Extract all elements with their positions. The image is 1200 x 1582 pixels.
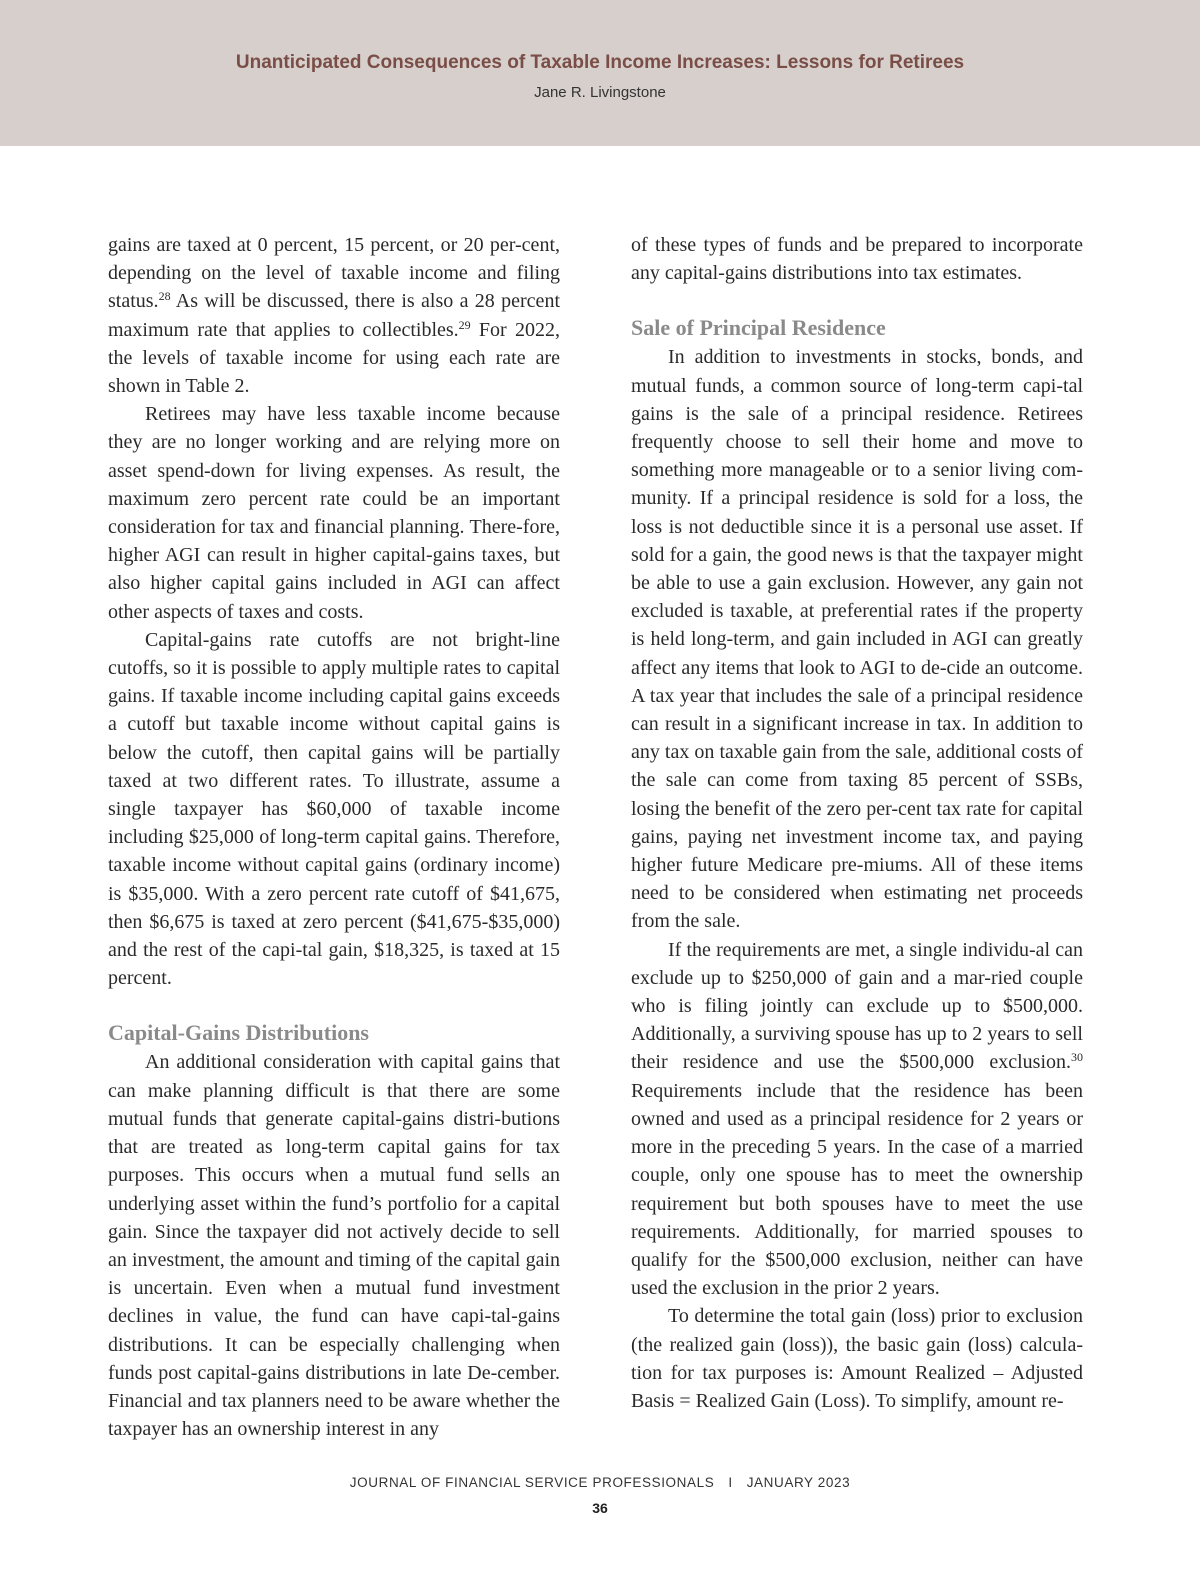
paragraph: gains are taxed at 0 percent, 15 percent, or 20 per-cent, depending on the level of taxable income and filing status.$^{28}$ As will be discussed, there is also a 28 percent maximum rate that applies to collectibles.$^{29}$ For 2022, the levels of taxable income for using each rate are shown in Table 2. — [108, 234, 560, 398]
paragraph: If the requirements are met, a single individu-al can exclude up to $250,000 of gain and a mar-ried couple who is filing jointly can exclude up to $500,000. Additionally, a surviving spouse has up to 2 years to sell their residence and use the $500,000 exclusion.$^{30}$ Requirements include that the residence has been owned and used as a principal residence for 2 years or more in the preceding 5 years. In the case of a married couple, only one spouse has to meet the ownership requirement but both spouses have to meet the use requirements. Additionally, for married spouses to qualify for the $500,000 exclusion, neither can have used the exclusion in the prior 2 years. — [631, 938, 1083, 1300]
paragraph: An additional consideration with capital gains that can make planning difficult is that there are some mutual funds that generate capital-gains distri-butions that are treated as long-term capital gains for tax purposes. This occurs when a mutual fund sells an underlying asset within the fund’s portfolio for a capital gain. Since the taxpayer did not actively decide to sell an investment, the amount and timing of the capital gain is uncertain. Even when a mutual fund investment declines in value, the fund can have capi-tal-gains distributions. It can be especially challenging when funds post capital-gains distributions in late De-cember. Financial and tax planners need to be aware whether the taxpayer has an ownership interest in any — [108, 1051, 560, 1441]
paragraph: To determine the total gain (loss) prior to exclusion (the realized gain (loss)), the basic gain (loss) calcula-tion for tax purposes is: Amount Realized – Adjusted Basis = Realized Gain (Loss). To simplify, amount re- — [631, 1305, 1083, 1412]
footnote-ref[interactable]: 29 — [458, 317, 471, 332]
running-header — [0, 0, 1200, 146]
right-column — [631, 231, 1083, 1415]
paragraph: Capital-gains rate cutoffs are not bright-line cutoffs, so it is possible to apply multiple rates to capital gains. If taxable income including capital gains exceeds a cutoff but taxable income without capital gains is below the cutoff, then capital gains will be partially taxed at two different rates. To illustrate, assume a single taxpayer has $60,000 of taxable income including $25,000 of long-term capital gains. Therefore, taxable income without capital gains (ordinary income) is $35,000. With a zero percent rate cutoff of $41,675, then $6,675 is taxed at zero percent ($41,675-$35,000) and the rest of the capi-tal gain, $18,325, is taxed at 15 percent. — [108, 628, 560, 990]
page-number: 36 — [592, 1500, 608, 1516]
issue-date: JANUARY 2023 — [746, 1475, 851, 1490]
journal-footer — [0, 1475, 1200, 1490]
journal-name: JOURNAL OF FINANCIAL SERVICE PROFESSIONALS — [349, 1475, 715, 1490]
paragraph: Retirees may have less taxable income because they are no longer working and are relying more on asset spend-down for living expenses. As result, the maximum zero percent rate could be an important consideration for tax and financial planning. There-fore, higher AGI can result in higher capital-gains taxes, but also higher capital gains included in AGI can affect other aspects of taxes and costs. — [108, 403, 560, 623]
section-heading: Capital-Gains Distributions — [108, 1020, 369, 1046]
left-column — [108, 231, 560, 1443]
section-heading: Sale of Principal Residence — [631, 315, 886, 341]
footnote-ref[interactable]: 28 — [158, 289, 171, 304]
footnote-ref[interactable]: 30 — [1071, 1050, 1083, 1065]
article-author: Jane R. Livingstone — [534, 84, 666, 101]
paragraph: of these types of funds and be prepared to incorporate any capital-gains distributions into tax estimates. — [631, 234, 1083, 285]
footer-separator: I — [728, 1475, 733, 1490]
paragraph: In addition to investments in stocks, bonds, and mutual funds, a common source of long-term capi-tal gains is the sale of a principal residence. Retirees frequently choose to sell their home and move to something more manageable or to a senior living com-munity. If a principal residence is sold for a loss, the loss is not deductible since it is a personal use asset. If sold for a gain, the good news is that the taxpayer might be able to use a gain exclusion. However, any gain not excluded is taxable, at preferential rates if the property is held long-term, and gain included in AGI can greatly affect any items that look to AGI to de-cide an outcome. A tax year that includes the sale of a principal residence can result in a significant increase in tax. In addition to any tax on taxable gain from the sale, additional costs of the sale can come from taxing 85 percent of SSBs, losing the benefit of the zero per-cent tax rate for capital gains, paying net investment income tax, and paying higher future Medicare pre-miums. All of these items need to be considered when estimating net proceeds from the sale. — [631, 346, 1083, 933]
article-title: Unanticipated Consequences of Taxable Income Increases: Lessons for Retirees — [235, 52, 965, 73]
